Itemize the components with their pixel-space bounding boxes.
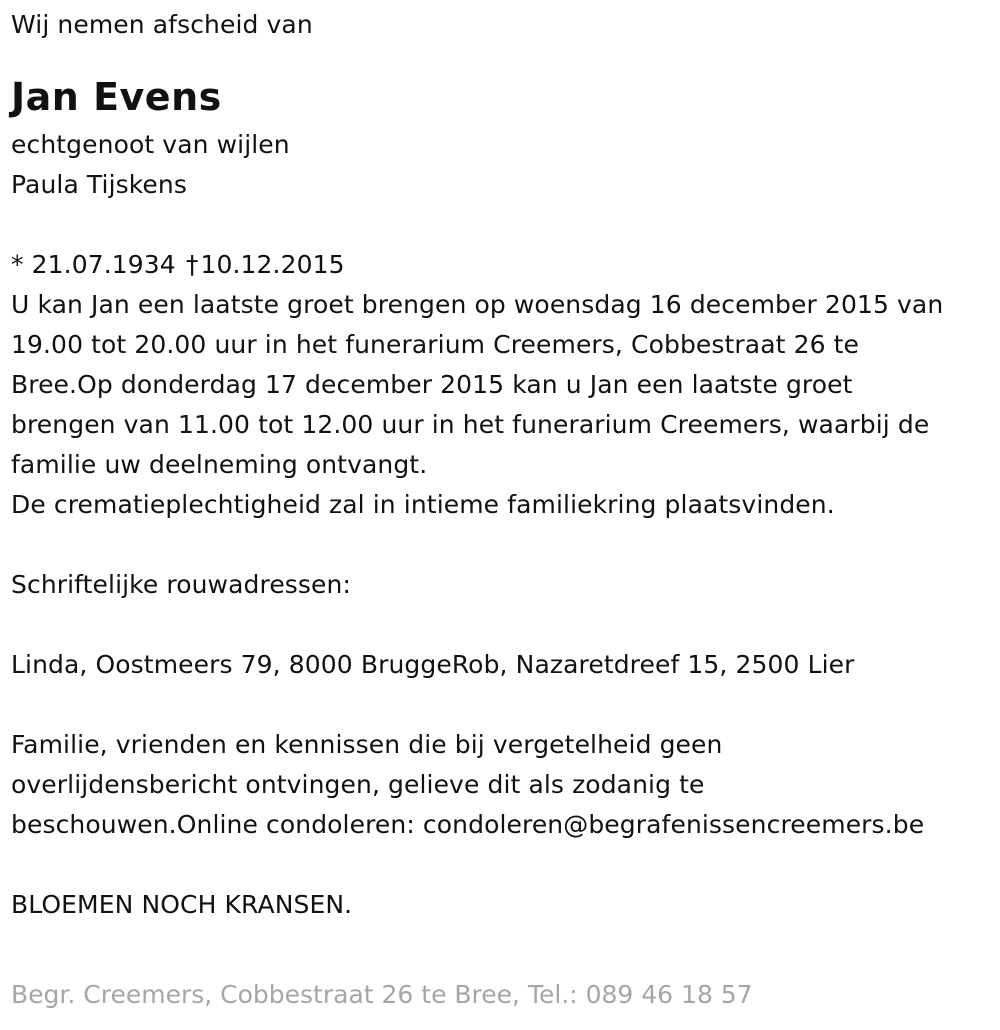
funeral-home-footer: Begr. Creemers, Cobbestraat 26 te Bree, Tel.: 089 46 18 57 [11, 980, 753, 1009]
spacer [11, 685, 996, 725]
deceased-name: Jan Evens [11, 75, 222, 119]
relation-line-1: echtgenoot van wijlen [11, 130, 290, 159]
closing-line: overlijdensbericht ontvingen, gelieve dit als zodanig te [11, 770, 705, 799]
relation-line-2: Paula Tijskens [11, 170, 187, 199]
ceremony-line: brengen van 11.00 tot 12.00 uur in het funerarium Creemers, waarbij de [11, 410, 930, 439]
spacer [11, 845, 996, 885]
death-notice [11, 5, 996, 925]
closing-line: Familie, vrienden en kennissen die bij vergetelheid geen [11, 730, 723, 759]
addresses-text: Linda, Oostmeers 79, 8000 BruggeRob, Nazaretdreef 15, 2500 Lier [11, 650, 855, 679]
spacer [11, 605, 996, 645]
ceremony-line: U kan Jan een laatste groet brengen op woensdag 16 december 2015 van [11, 290, 944, 319]
cremation-text: De crematieplechtigheid zal in intieme familiekring plaatsvinden. [11, 490, 835, 519]
spacer [11, 525, 996, 565]
life-dates [11, 245, 996, 285]
cross-icon: † [185, 250, 199, 279]
ceremony-line: Bree.Op donderdag 17 december 2015 kan u Jan een laatste groet [11, 370, 853, 399]
ceremony-line: 19.00 tot 20.00 uur in het funerarium Creemers, Cobbestraat 26 te [11, 330, 860, 359]
death-date: 10.12.2015 [200, 250, 345, 279]
spacer [11, 45, 996, 69]
addresses-heading: Schriftelijke rouwadressen: [11, 570, 351, 599]
spacer [11, 205, 996, 245]
ceremony-line: familie uw deelneming ontvangt. [11, 450, 428, 479]
flowers-text: BLOEMEN NOCH KRANSEN. [11, 890, 353, 919]
birth-date: * 21.07.1934 [11, 250, 176, 279]
closing-line: beschouwen.Online condoleren: condoleren@begrafenissencreemers.be [11, 810, 925, 839]
intro-text: Wij nemen afscheid van [11, 10, 313, 39]
